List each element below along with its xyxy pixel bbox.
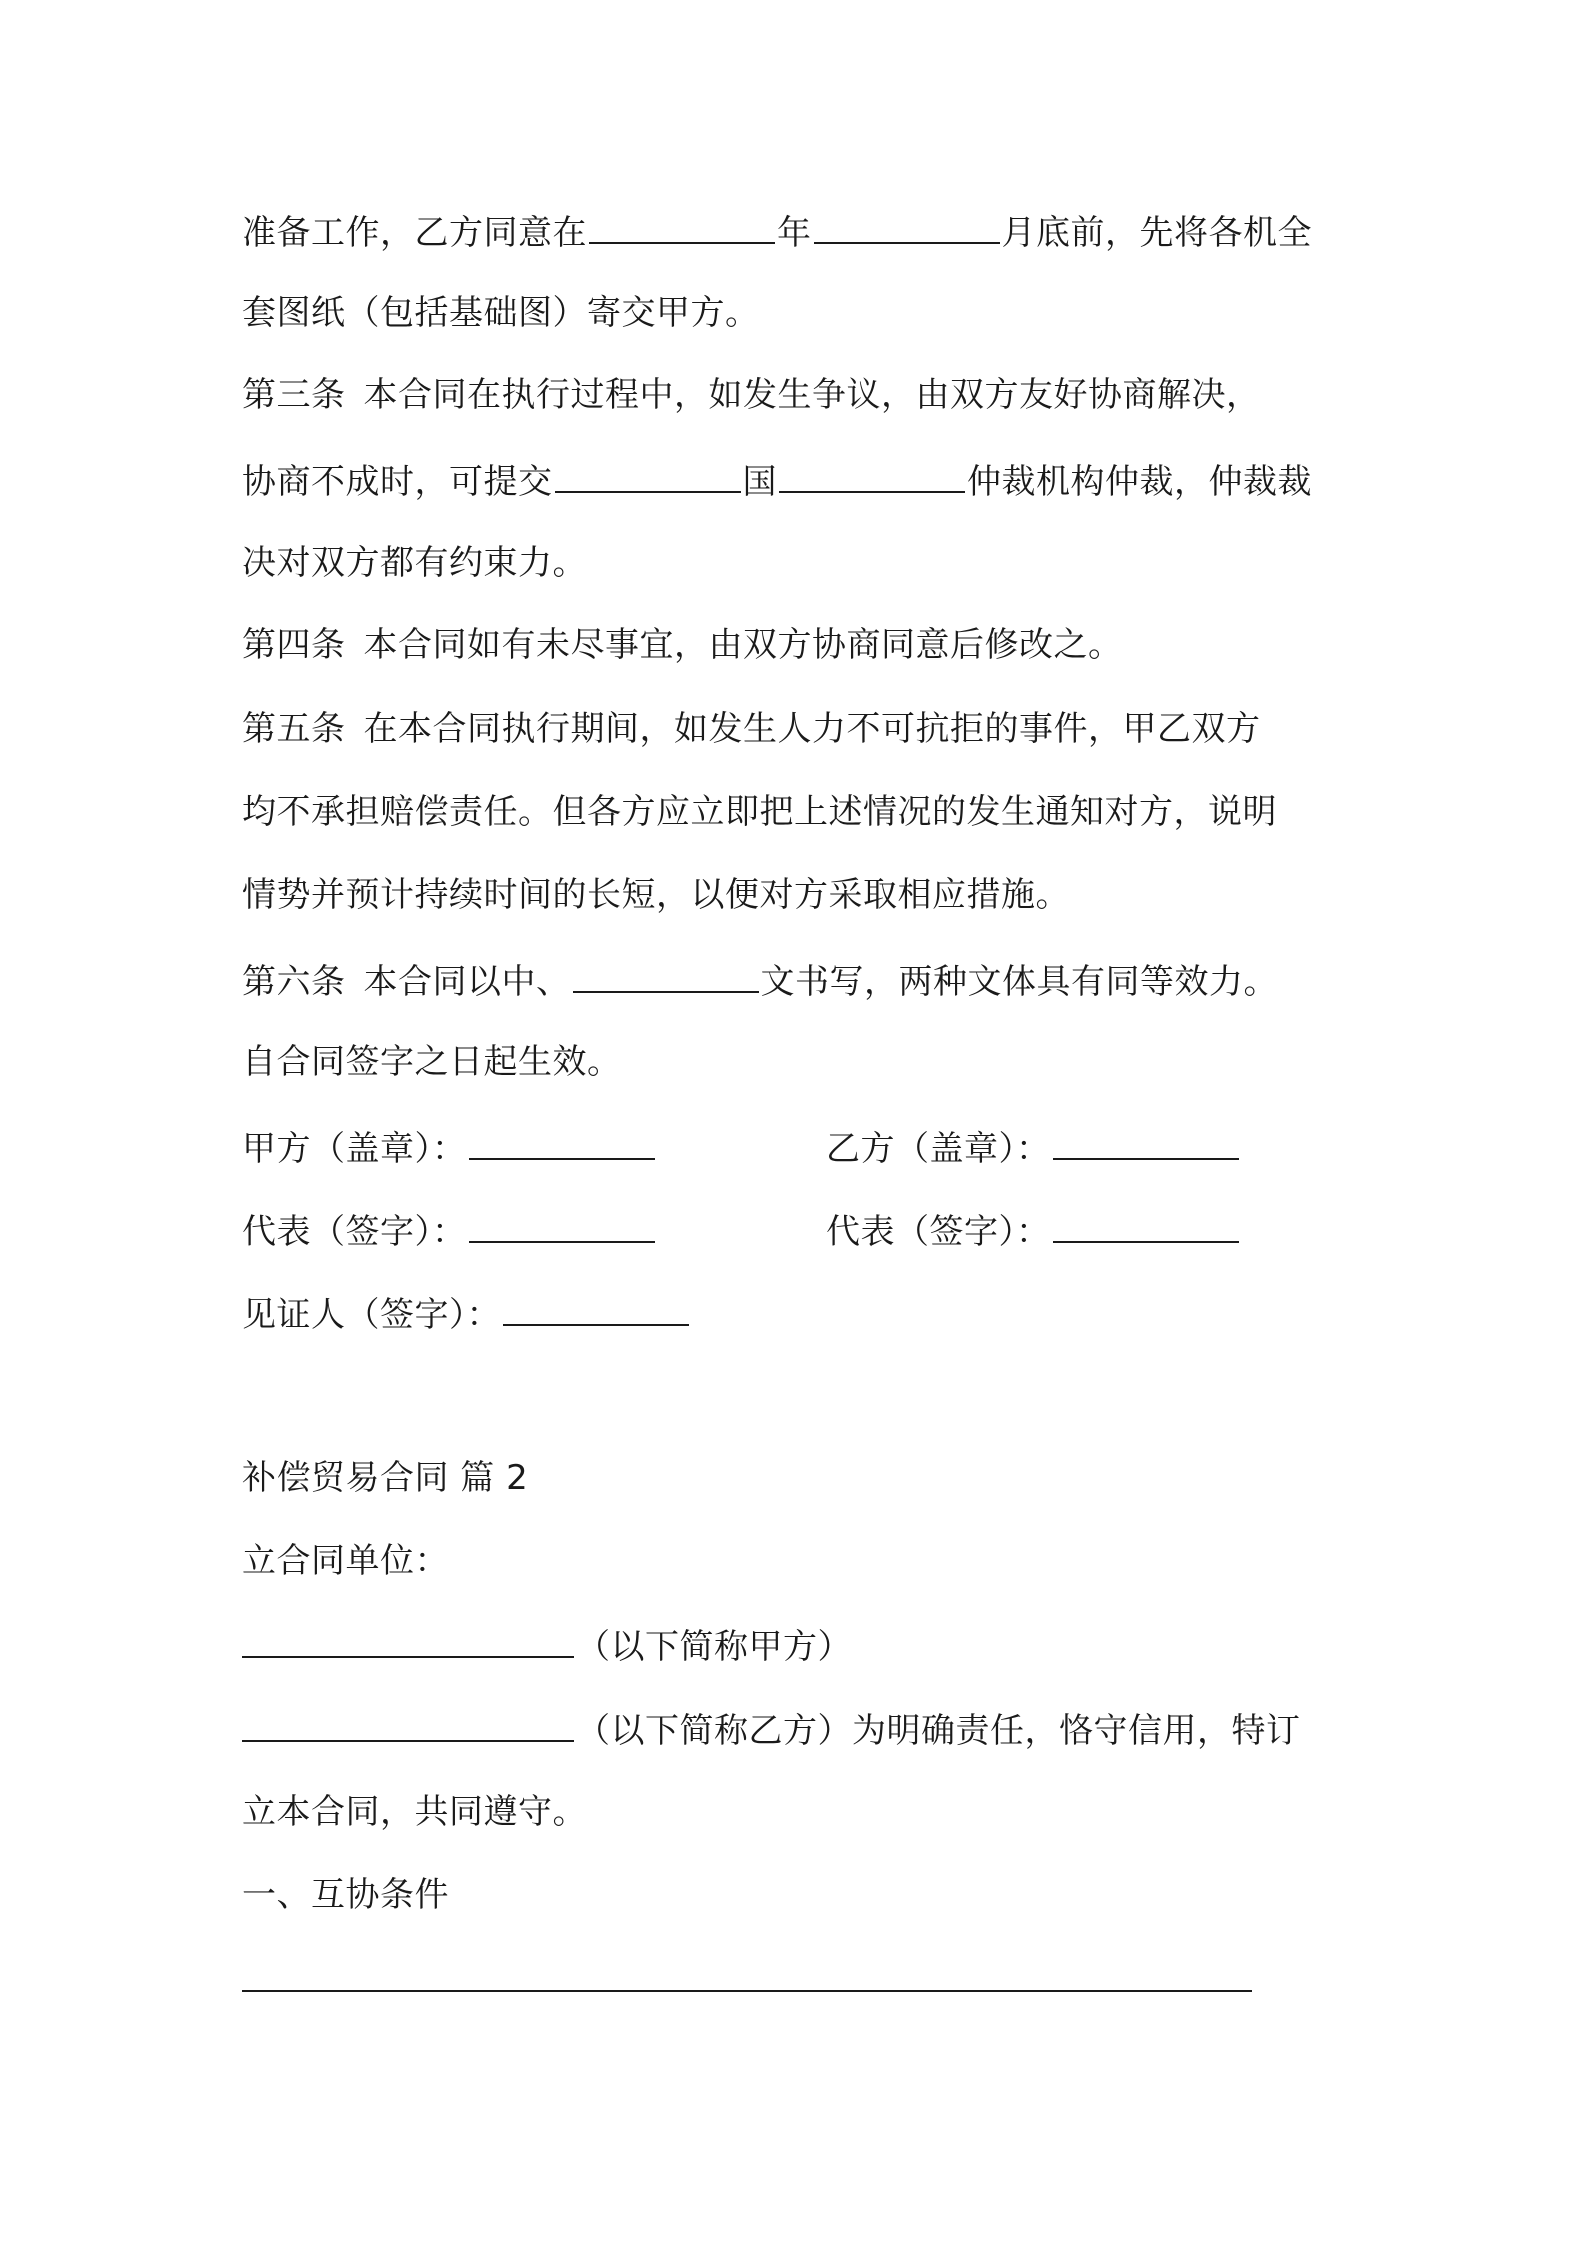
section-title-text: 补偿贸易合同 篇 2 — [242, 1458, 529, 1498]
party-a-line — [242, 1622, 852, 1669]
article-label: 第五条 — [242, 709, 346, 749]
text-segment: 本合同如有未尽事宜，由双方协商同意后修改之。 — [363, 625, 1123, 665]
signature-rep-a — [242, 1207, 657, 1254]
heading-text: 一、互协条件 — [242, 1875, 449, 1915]
signature-label: 代表（签字）： — [242, 1212, 467, 1252]
article-6-line-2 — [242, 1040, 622, 1084]
signature-label: 见证人（签字）： — [242, 1295, 501, 1335]
text-segment: 月底前，先将各机全 — [1001, 213, 1312, 253]
text-segment: 均不承担赔偿责任。但各方应立即把上述情况的发生通知对方，说明 — [242, 792, 1277, 832]
signature-label: 代表（签字）： — [826, 1212, 1051, 1252]
article-6-line-1 — [242, 957, 1278, 1004]
signature-label: 乙方（盖章）： — [826, 1129, 1051, 1169]
full-width-blank-line — [242, 1956, 1254, 2003]
fill-in-blank[interactable] — [779, 457, 965, 493]
signature-blank[interactable] — [1053, 1207, 1239, 1243]
text-segment: 文书写，两种文体具有同等效力。 — [760, 962, 1278, 1002]
fill-in-blank[interactable] — [242, 1622, 574, 1658]
text-segment: 决对双方都有约束力。 — [242, 543, 587, 583]
signature-label: 甲方（盖章）： — [242, 1129, 467, 1169]
paragraph-line — [242, 208, 1312, 255]
text-segment: 情势并预计持续时间的长短，以便对方采取相应措施。 — [242, 875, 1070, 915]
text-segment: （以下简称甲方） — [576, 1627, 852, 1667]
article-3-line-1 — [242, 373, 1261, 417]
contract-units-line — [242, 1539, 449, 1583]
text-segment: 本合同在执行过程中，如发生争议，由双方友好协商解决， — [363, 375, 1261, 415]
signature-party-b-seal — [826, 1124, 1241, 1171]
party-b-line — [242, 1706, 1301, 1753]
fill-in-blank[interactable] — [814, 208, 1000, 244]
fill-in-blank[interactable] — [242, 1956, 1252, 1992]
text-segment: 准备工作，乙方同意在 — [242, 213, 587, 253]
text-segment: 立本合同，共同遵守。 — [242, 1792, 587, 1832]
text-segment: （以下简称乙方）为明确责任，恪守信用，特订 — [576, 1711, 1301, 1751]
article-3-line-3 — [242, 541, 587, 585]
text-segment: 自合同签字之日起生效。 — [242, 1042, 622, 1082]
text-segment: 国 — [742, 462, 777, 502]
paragraph-line — [242, 1790, 587, 1834]
section-title — [242, 1456, 528, 1500]
fill-in-blank[interactable] — [589, 208, 775, 244]
signature-blank[interactable] — [469, 1124, 655, 1160]
signature-rep-b — [826, 1207, 1241, 1254]
text-segment: 年 — [777, 213, 812, 253]
paragraph-line — [242, 291, 760, 335]
section-heading — [242, 1873, 449, 1917]
article-5-line-1 — [242, 707, 1261, 751]
signature-blank[interactable] — [503, 1290, 689, 1326]
article-label: 第四条 — [242, 625, 346, 665]
text-segment: 立合同单位： — [242, 1541, 449, 1581]
article-3-line-2 — [242, 457, 1312, 504]
text-segment: 本合同以中、 — [363, 962, 571, 1002]
fill-in-blank[interactable] — [242, 1706, 574, 1742]
article-5-line-3 — [242, 873, 1070, 917]
article-label: 第三条 — [242, 375, 346, 415]
signature-blank[interactable] — [1053, 1124, 1239, 1160]
text-segment: 套图纸（包括基础图）寄交甲方。 — [242, 293, 760, 333]
signature-party-a-seal — [242, 1124, 657, 1171]
article-5-line-2 — [242, 790, 1277, 834]
article-label: 第六条 — [242, 962, 346, 1002]
fill-in-blank[interactable] — [555, 457, 741, 493]
text-segment: 在本合同执行期间，如发生人力不可抗拒的事件，甲乙双方 — [363, 709, 1261, 749]
signature-witness — [242, 1290, 691, 1337]
text-segment: 仲裁机构仲裁，仲裁裁 — [967, 462, 1312, 502]
text-segment: 协商不成时，可提交 — [242, 462, 553, 502]
fill-in-blank[interactable] — [573, 957, 759, 993]
signature-blank[interactable] — [469, 1207, 655, 1243]
article-4-line-1 — [242, 623, 1123, 667]
